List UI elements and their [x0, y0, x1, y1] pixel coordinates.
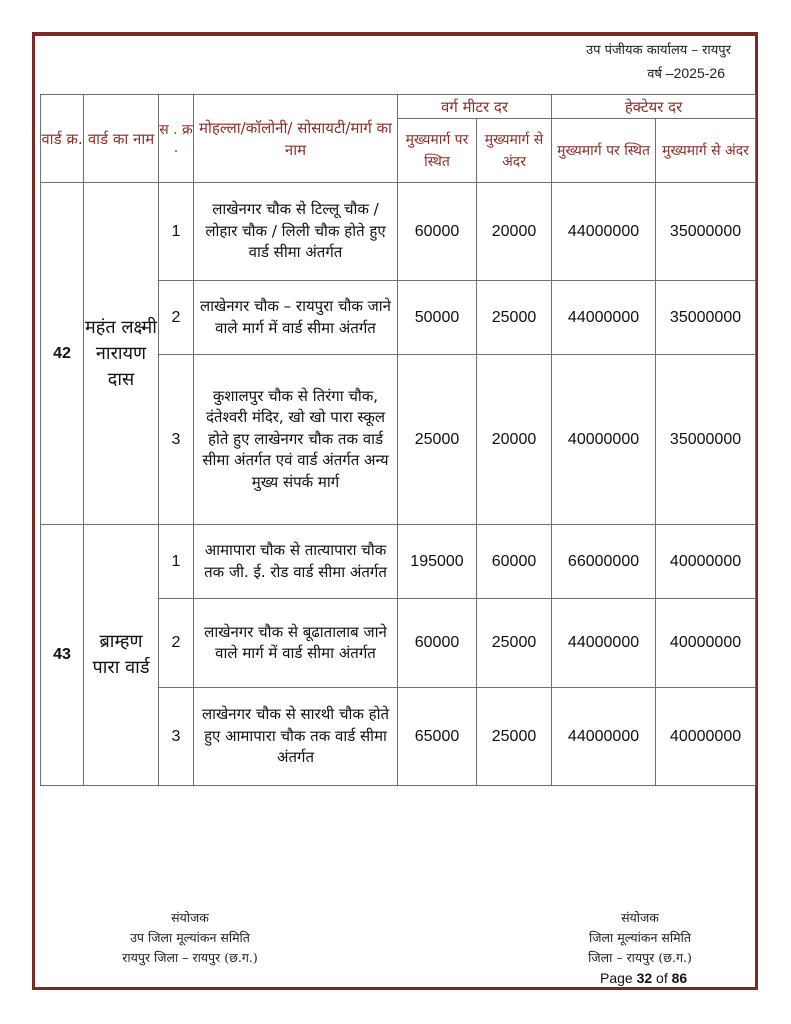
ha-main-rate: 44000000 [552, 688, 656, 786]
sqm-main-rate: 25000 [398, 355, 477, 525]
ward-name: ब्राम्हण पारा वार्ड [84, 525, 159, 786]
ward-number: 42 [41, 183, 84, 525]
ha-main-rate: 44000000 [552, 183, 656, 281]
locality-name: लाखेनगर चौक से सारथी चौक होते हुए आमापारा चौक तक वार्ड सीमा अंतर्गत [194, 688, 398, 786]
signature-left-title: संयोजक [171, 910, 209, 925]
table-row [41, 183, 756, 281]
table-row [41, 525, 756, 599]
ha-main-rate: 44000000 [552, 599, 656, 688]
page-of: of [652, 970, 672, 986]
sqm-main-rate: 60000 [398, 599, 477, 688]
signature-left-committee: उप जिला मूल्यांकन समिति [130, 930, 250, 945]
signature-left-district: रायपुर जिला – रायपुर (छ.ग.) [122, 950, 258, 965]
ha-main-rate: 40000000 [552, 355, 656, 525]
locality-name: कुशालपुर चौक से तिरंगा चौक, दंतेश्वरी मंदिर, खो खो पारा स्कूल होते हुए लाखेनगर चौक तक वार्ड सीमा अंतर्गत एवं वार्ड अंतर्गत अन्य मुख्य संपर्क मार्ग [194, 355, 398, 525]
page-current: 32 [636, 970, 653, 986]
serial-number: 2 [159, 599, 194, 688]
ha-inside-rate: 35000000 [656, 355, 756, 525]
page-prefix: Page [600, 970, 637, 986]
ha-inside-rate: 40000000 [656, 688, 756, 786]
sqm-inside-rate: 25000 [477, 281, 552, 355]
locality-name: लाखेनगर चौक से टिल्लू चौक / लोहार चौक / लिली चौक होते हुए वार्ड सीमा अंतर्गत [194, 183, 398, 281]
ha-inside-rate: 40000000 [656, 525, 756, 599]
signature-left [70, 908, 310, 968]
header-serial: स . क्र . [159, 95, 194, 183]
year-label [647, 64, 725, 82]
year-word: वर्ष [647, 67, 662, 82]
sqm-main-rate: 50000 [398, 281, 477, 355]
locality-name: लाखेनगर चौक – रायपुरा चौक जाने वाले मार्ग में वार्ड सीमा अंतर्गत [194, 281, 398, 355]
office-title: उप पंजीयक कार्यालय – रायपुर [586, 43, 731, 58]
ha-inside-rate: 35000000 [656, 183, 756, 281]
serial-number: 1 [159, 525, 194, 599]
header-sqm-rate: वर्ग मीटर दर [398, 95, 552, 119]
header-sqm-on-main: मुख्यमार्ग पर स्थित [398, 119, 477, 183]
signature-right-committee: जिला मूल्यांकन समिति [589, 930, 691, 945]
serial-number: 3 [159, 355, 194, 525]
ha-main-rate: 44000000 [552, 281, 656, 355]
signature-right-district: जिला – रायपुर (छ.ग.) [588, 950, 692, 965]
page-number [600, 970, 687, 986]
signature-right-title: संयोजक [621, 910, 659, 925]
sqm-main-rate: 60000 [398, 183, 477, 281]
sqm-main-rate: 195000 [398, 525, 477, 599]
ward-number: 43 [41, 525, 84, 786]
sqm-main-rate: 65000 [398, 688, 477, 786]
ha-main-rate: 66000000 [552, 525, 656, 599]
rate-table [40, 94, 756, 786]
header-sqm-inside: मुख्यमार्ग से अंदर [477, 119, 552, 183]
header-ward-name: वार्ड का नाम [84, 95, 159, 183]
serial-number: 3 [159, 688, 194, 786]
locality-name: लाखेनगर चौक से बूढातालाब जाने वाले मार्ग में वार्ड सीमा अंतर्गत [194, 599, 398, 688]
ha-inside-rate: 35000000 [656, 281, 756, 355]
header-hectare-rate: हेक्टेयर दर [552, 95, 756, 119]
ha-inside-rate: 40000000 [656, 599, 756, 688]
sqm-inside-rate: 20000 [477, 183, 552, 281]
year-value: –2025-26 [661, 65, 725, 81]
sqm-inside-rate: 20000 [477, 355, 552, 525]
page-total: 86 [671, 970, 688, 986]
sqm-inside-rate: 60000 [477, 525, 552, 599]
signature-right [540, 908, 740, 968]
ward-name: महंत लक्ष्मी नारायण दास [84, 183, 159, 525]
sqm-inside-rate: 25000 [477, 599, 552, 688]
header-ha-inside: मुख्यमार्ग से अंदर [656, 119, 756, 183]
header-ward-no: वार्ड क्र. [41, 95, 84, 183]
serial-number: 1 [159, 183, 194, 281]
serial-number: 2 [159, 281, 194, 355]
sqm-inside-rate: 25000 [477, 688, 552, 786]
header-ha-on-main: मुख्यमार्ग पर स्थित [552, 119, 656, 183]
header-locality: मोहल्ला/कॉलोनी/ सोसायटी/मार्ग का नाम [194, 95, 398, 183]
locality-name: आमापारा चौक से तात्यापारा चौक तक जी. ई. रोड वार्ड सीमा अंतर्गत [194, 525, 398, 599]
